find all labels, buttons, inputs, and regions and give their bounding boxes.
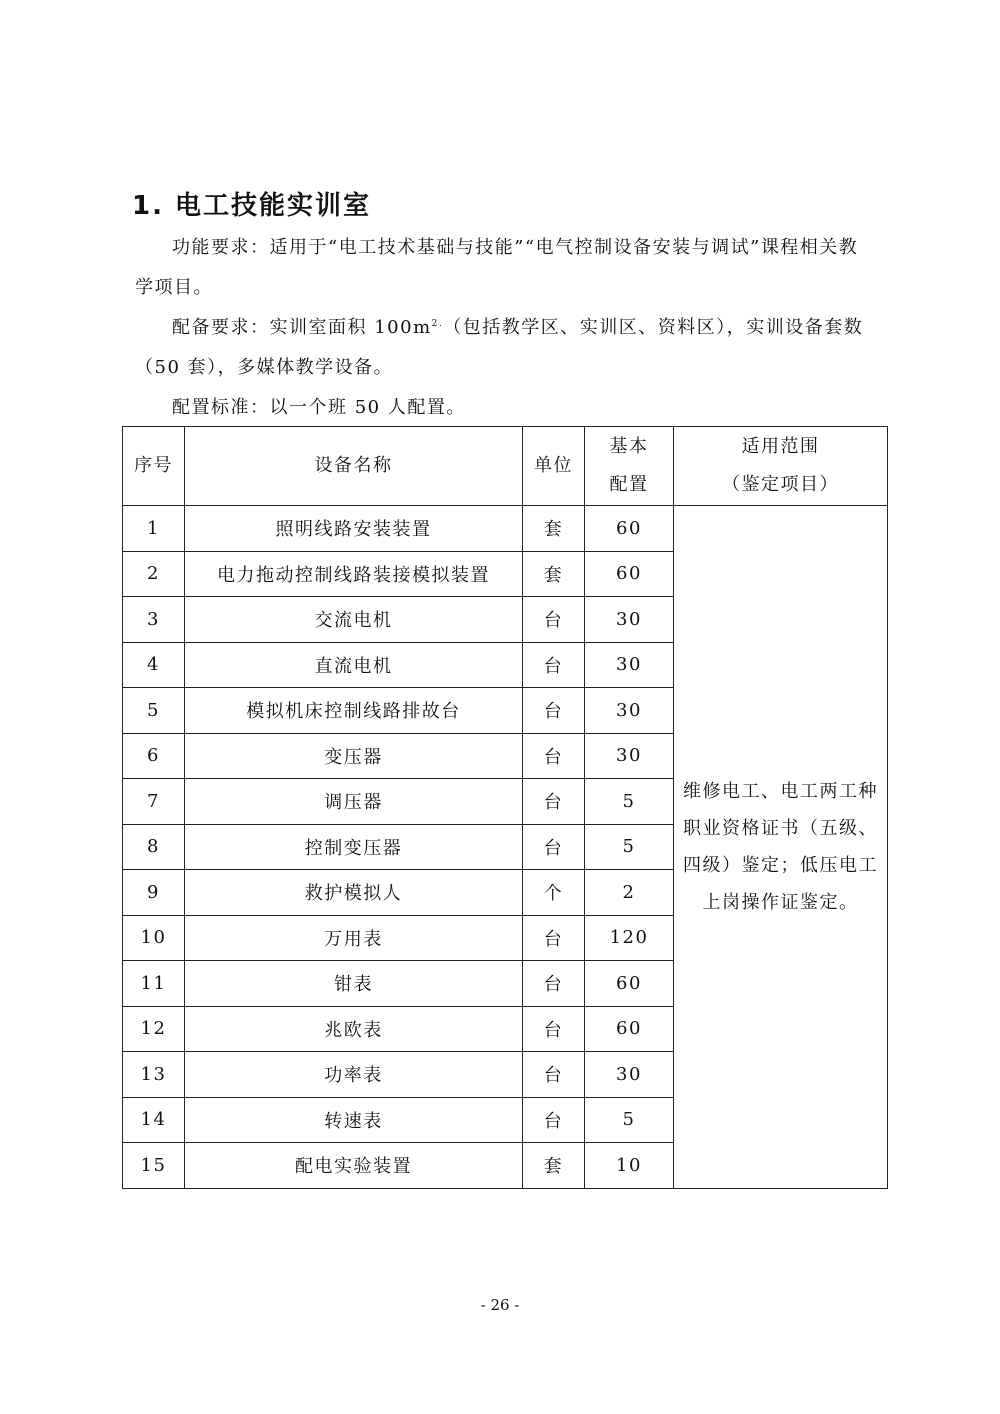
row-quantity: 10: [585, 1143, 674, 1189]
scope-cell: 维修电工、电工两工种职业资格证书（五级、四级）鉴定；低压电工上岗操作证鉴定。: [674, 506, 888, 1189]
row-equipment-name: 配电实验装置: [185, 1143, 523, 1189]
table-row: [123, 506, 888, 552]
row-unit: 套: [523, 551, 585, 597]
equipment-requirement-paragraph: [135, 308, 877, 388]
row-equipment-name: 照明线路安装装置: [185, 506, 523, 552]
row-seq: 15: [123, 1143, 185, 1189]
row-unit: 个: [523, 870, 585, 916]
row-unit: 台: [523, 915, 585, 961]
row-seq: 10: [123, 915, 185, 961]
header-equipment-name: 设备名称: [185, 427, 523, 506]
row-unit: 台: [523, 1097, 585, 1143]
row-seq: 13: [123, 1052, 185, 1098]
row-unit: 套: [523, 506, 585, 552]
row-unit: 台: [523, 779, 585, 825]
header-scope-line1: 适用范围: [741, 436, 820, 457]
row-seq: 2: [123, 551, 185, 597]
header-unit: 单位: [523, 427, 585, 506]
equipment-requirement-text-end: （包括教学区、实训区、资料区），实训设备套数（50 套），多媒体教学设备。: [135, 317, 864, 378]
row-seq: 1: [123, 506, 185, 552]
row-unit: 台: [523, 688, 585, 734]
equipment-table: [122, 426, 888, 1189]
row-unit: 台: [523, 597, 585, 643]
row-quantity: 5: [585, 779, 674, 825]
row-seq: 14: [123, 1097, 185, 1143]
row-quantity: 2: [585, 870, 674, 916]
row-seq: 7: [123, 779, 185, 825]
row-unit: 套: [523, 1143, 585, 1189]
row-equipment-name: 兆欧表: [185, 1006, 523, 1052]
header-scope-line2: （鉴定项目）: [722, 474, 839, 495]
row-quantity: 60: [585, 961, 674, 1007]
row-quantity: 30: [585, 642, 674, 688]
row-equipment-name: 转速表: [185, 1097, 523, 1143]
row-seq: 8: [123, 824, 185, 870]
row-quantity: 60: [585, 506, 674, 552]
table-header-row: [123, 427, 888, 506]
row-equipment-name: 模拟机床控制线路排故台: [185, 688, 523, 734]
row-equipment-name: 救护模拟人: [185, 870, 523, 916]
header-seq: 序号: [123, 427, 185, 506]
row-equipment-name: 交流电机: [185, 597, 523, 643]
row-unit: 台: [523, 961, 585, 1007]
row-quantity: 60: [585, 1006, 674, 1052]
header-basic-config-line2: 配置: [609, 474, 649, 495]
row-equipment-name: 万用表: [185, 915, 523, 961]
area-superscript: 2.: [431, 319, 444, 329]
row-unit: 台: [523, 642, 585, 688]
row-equipment-name: 钳表: [185, 961, 523, 1007]
row-equipment-name: 直流电机: [185, 642, 523, 688]
row-quantity: 60: [585, 551, 674, 597]
row-quantity: 30: [585, 597, 674, 643]
page-number: - 26 -: [480, 1296, 520, 1314]
equipment-requirement-text-start: 配备要求：实训室面积 100m: [172, 317, 432, 338]
row-equipment-name: 功率表: [185, 1052, 523, 1098]
row-seq: 5: [123, 688, 185, 734]
row-unit: 台: [523, 733, 585, 779]
row-seq: 12: [123, 1006, 185, 1052]
configuration-standard-paragraph: 配置标准：以一个班 50 人配置。: [172, 397, 466, 418]
row-quantity: 30: [585, 733, 674, 779]
row-equipment-name: 控制变压器: [185, 824, 523, 870]
row-equipment-name: 调压器: [185, 779, 523, 825]
row-equipment-name: 电力拖动控制线路装接模拟装置: [185, 551, 523, 597]
row-unit: 台: [523, 1006, 585, 1052]
header-basic-config-line1: 基本: [609, 436, 649, 457]
row-quantity: 5: [585, 1097, 674, 1143]
row-quantity: 30: [585, 1052, 674, 1098]
row-seq: 4: [123, 642, 185, 688]
row-seq: 9: [123, 870, 185, 916]
function-requirement-paragraph: 功能要求：适用于“电工技术基础与技能”“电气控制设备安装与调试”课程相关教学项目。: [135, 237, 859, 298]
row-unit: 台: [523, 824, 585, 870]
row-seq: 11: [123, 961, 185, 1007]
header-basic-config: [585, 427, 674, 506]
row-unit: 台: [523, 1052, 585, 1098]
row-seq: 3: [123, 597, 185, 643]
row-seq: 6: [123, 733, 185, 779]
header-scope: [674, 427, 888, 506]
row-quantity: 30: [585, 688, 674, 734]
row-equipment-name: 变压器: [185, 733, 523, 779]
row-quantity: 120: [585, 915, 674, 961]
section-heading: 1. 电工技能实训室: [132, 191, 372, 221]
row-quantity: 5: [585, 824, 674, 870]
